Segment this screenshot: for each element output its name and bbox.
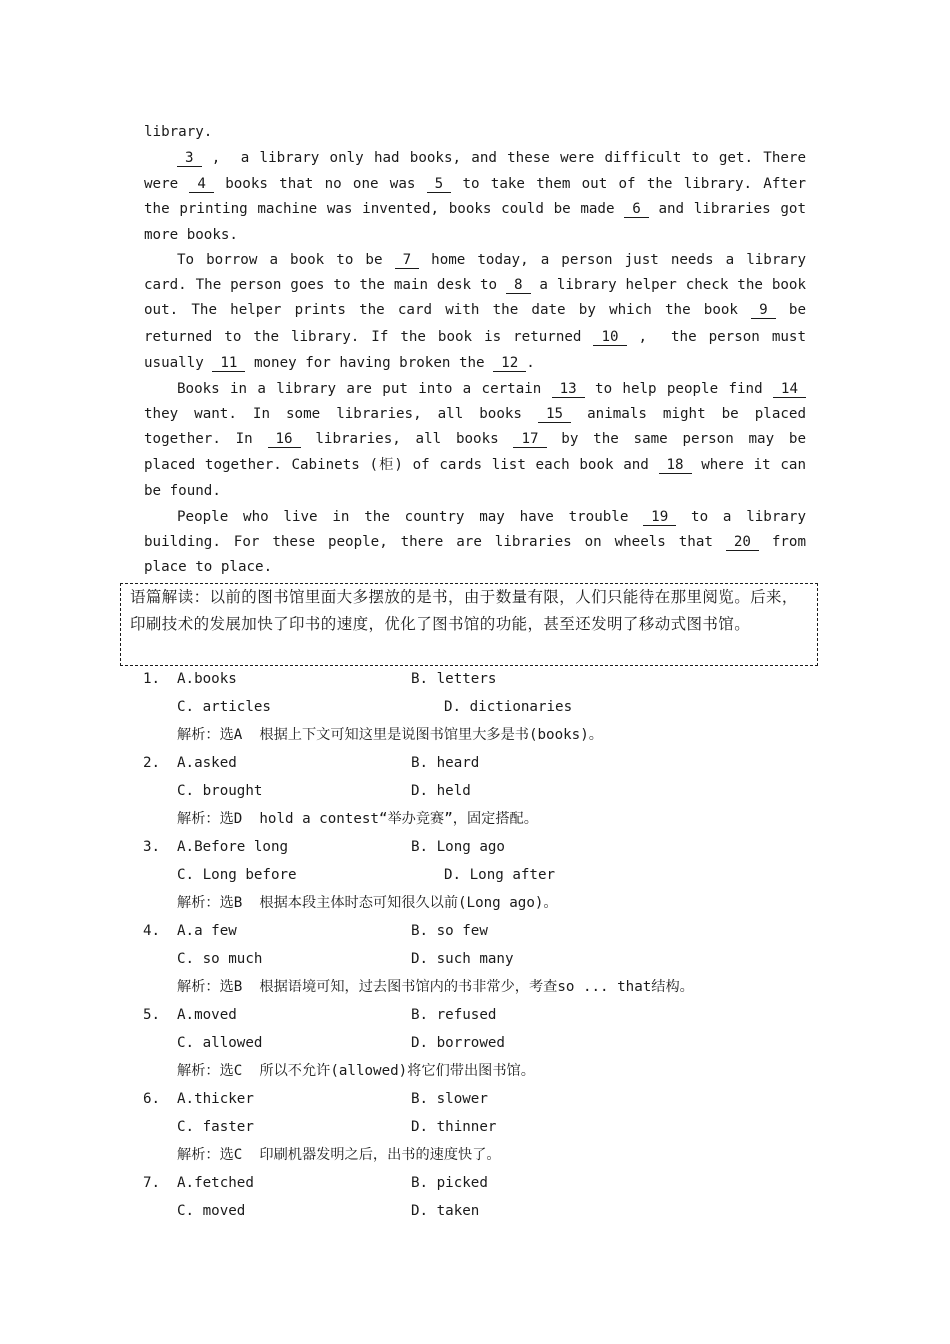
passage-text: the printing machine was invented, books could be made [144,201,625,217]
option-b: B. slower [411,1091,488,1107]
blank-17: 17 [513,432,546,448]
option-d: D. dictionaries [444,699,573,715]
passage-line [144,482,806,500]
passage-text: were [144,176,190,192]
option-d: D. held [411,783,471,799]
blank-20: 20 [726,535,759,551]
answer-explanation: 解析：选C 印刷机器发明之后，出书的速度快了。 [177,1147,501,1163]
passage-text: place to place. [144,559,273,575]
passage-line [144,175,806,193]
passage-text: be [775,302,806,318]
option-c: C. moved [177,1203,246,1219]
passage-text: placed together. Cabinets (柜) of cards list each book and [144,457,659,473]
question-number: 7. [143,1175,161,1191]
blank-3: 3 [177,151,202,167]
option-a: A.Before long [177,839,289,855]
question-number: 1. [143,671,161,687]
passage-text: building. For these people, there are libraries on wheels that [144,534,726,550]
passage-line [144,276,806,294]
blank-8: 8 [506,278,531,294]
blank-19: 19 [643,510,676,526]
passage-text: returned to the library. If the book is returned [144,329,594,345]
passage-text: usually [144,355,213,371]
passage-text: together. In [144,431,268,447]
passage-text: a library helper check the book [530,277,806,293]
passage-text: more books. [144,227,238,243]
option-b: B. Long ago [411,839,505,855]
blank-14: 14 [773,382,806,398]
passage-line [144,328,806,346]
passage-line [144,533,806,551]
blank-13: 13 [552,382,585,398]
blank-5: 5 [427,177,452,193]
passage-line [144,430,806,448]
blank-18: 18 [659,458,692,474]
blank-12: 12 [493,356,526,372]
passage-text: animals might be placed [571,406,806,422]
option-d: D. Long after [444,867,556,883]
option-b: B. heard [411,755,480,771]
blank-9: 9 [751,303,776,319]
option-c: C. faster [177,1119,254,1135]
question-number: 4. [143,923,161,939]
passage-text: , a library only had books, and these were difficult to get. There [201,150,806,166]
question-number: 6. [143,1091,161,1107]
passage-text: People who live in the country may have trouble [177,509,644,525]
option-a: A.moved [177,1007,237,1023]
passage-line [144,200,806,218]
option-d: D. thinner [411,1119,497,1135]
option-c: C. articles [177,699,271,715]
answer-explanation: 解析：选C 所以不允许(allowed)将它们带出图书馆。 [177,1063,535,1079]
passage-text: . [526,355,535,371]
passage-text: to a library [676,509,807,525]
passage-text: libraries, all books [300,431,514,447]
passage-line [144,558,806,576]
blank-16: 16 [268,432,301,448]
passage-line [144,354,806,372]
question-number: 3. [143,839,161,855]
passage-text: where it can [691,457,806,473]
passage-text: to take them out of the library. After [451,176,806,192]
passage-line [144,405,806,423]
option-a: A.books [177,671,237,687]
passage-text: they want. In some libraries, all books [144,406,538,422]
passage-text: , the person must [626,329,806,345]
option-a: A.thicker [177,1091,254,1107]
passage-line [144,301,806,319]
option-d: D. taken [411,1203,480,1219]
passage-line [177,508,806,526]
answer-explanation: 解析：选B 根据本段主体时态可知很久以前(Long ago)。 [177,895,558,911]
blank-6: 6 [624,202,649,218]
blank-7: 7 [395,253,420,269]
passage-line [144,123,806,141]
passage-text: books that no one was [213,176,427,192]
passage-text: by the same person may be [546,431,806,447]
option-c: C. Long before [177,867,297,883]
passage-line [177,380,806,398]
passage-line [177,149,806,167]
passage-text: Books in a library are put into a certain [177,381,552,397]
answer-explanation: 解析：选A 根据上下文可知这里是说图书馆里大多是书(books)。 [177,727,603,743]
passage-text: library. [144,124,213,140]
passage-text: be found. [144,483,221,499]
option-b: B. so few [411,923,488,939]
blank-15: 15 [538,407,571,423]
option-a: A.a few [177,923,237,939]
passage-text: home today, a person just needs a library [419,252,806,268]
answer-explanation: 解析：选D hold a contest“举办竞赛”，固定搭配。 [177,811,538,827]
passage-text: To borrow a book to be [177,252,395,268]
blank-10: 10 [593,330,626,346]
option-c: C. brought [177,783,263,799]
passage-text: out. The helper prints the card with the date by which the book [144,302,752,318]
option-b: B. refused [411,1007,497,1023]
option-b: B. picked [411,1175,488,1191]
option-b: B. letters [411,671,497,687]
passage-summary: 语篇解读：以前的图书馆里面大多摆放的是书，由于数量有限，人们只能待在那里阅览。后来，印刷技术的发展加快了印书的速度，优化了图书馆的功能，甚至还发明了移动式图书馆。 [130,588,798,633]
answer-explanation: 解析：选B 根据语境可知，过去图书馆内的书非常少，考查so ... that结构。 [177,979,694,995]
passage-line [144,456,806,474]
passage-line [144,226,806,244]
option-c: C. so much [177,951,263,967]
question-number: 5. [143,1007,161,1023]
option-a: A.fetched [177,1175,254,1191]
option-a: A.asked [177,755,237,771]
passage-text: to help people find [584,381,773,397]
passage-text: from [758,534,806,550]
passage-text: money for having broken the [245,355,494,371]
option-d: D. borrowed [411,1035,505,1051]
blank-4: 4 [189,177,214,193]
question-number: 2. [143,755,161,771]
passage-text: and libraries got [648,201,806,217]
blank-11: 11 [212,356,245,372]
option-d: D. such many [411,951,514,967]
passage-text: card. The person goes to the main desk to [144,277,506,293]
passage-line [177,251,806,269]
option-c: C. allowed [177,1035,263,1051]
